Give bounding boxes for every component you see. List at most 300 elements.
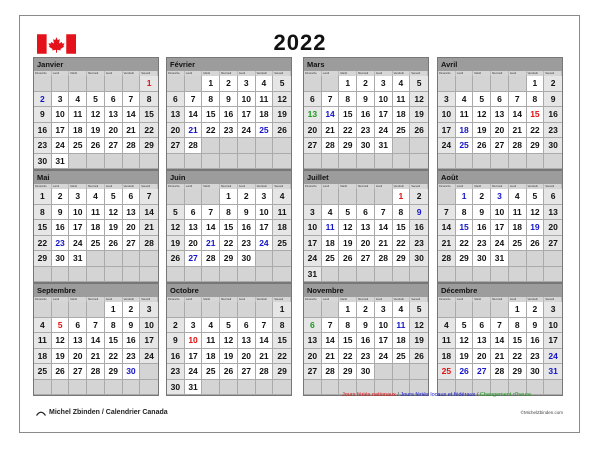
day-cell: 22 (527, 123, 545, 139)
day-cell: 4 (34, 318, 52, 334)
day-cell: 27 (105, 138, 123, 154)
day-cell: 11 (69, 107, 87, 123)
day-cell: 20 (304, 349, 322, 365)
day-cell: 30 (527, 364, 545, 380)
day-cell: 15 (105, 333, 123, 349)
weekday-label: Mardi (202, 297, 220, 302)
empty-cell (509, 154, 527, 170)
day-cell: 25 (273, 236, 291, 252)
weekday-label: Samedi (544, 297, 562, 302)
weekday-label: Mardi (202, 71, 220, 76)
empty-cell (491, 267, 509, 283)
weekday-label: Mardi (473, 297, 491, 302)
day-cell: 18 (393, 107, 411, 123)
weekday-label: Lundi (185, 71, 203, 76)
empty-cell (456, 267, 474, 283)
empty-cell (202, 154, 220, 170)
day-cell: 11 (456, 107, 474, 123)
day-cell: 10 (238, 92, 256, 108)
day-cell: 19 (167, 236, 185, 252)
weekday-label: Vendredi (393, 184, 411, 189)
day-cell: 15 (273, 333, 291, 349)
empty-cell (375, 189, 393, 205)
day-cell: 1 (456, 189, 474, 205)
day-cell: 9 (52, 205, 70, 221)
day-cell: 28 (322, 364, 340, 380)
month-9 (33, 283, 159, 396)
day-cell: 15 (339, 333, 357, 349)
empty-cell (438, 302, 456, 318)
empty-cell (202, 138, 220, 154)
month-11 (303, 283, 429, 396)
month-title: Mai (34, 171, 158, 184)
day-cell: 10 (544, 318, 562, 334)
day-cell: 15 (220, 220, 238, 236)
day-grid (304, 302, 428, 395)
day-cell: 13 (123, 205, 141, 221)
day-cell: 23 (357, 123, 375, 139)
day-cell: 15 (393, 220, 411, 236)
day-cell: 9 (357, 92, 375, 108)
weekday-label: Mercredi (220, 184, 238, 189)
weekday-label: Vendredi (123, 297, 141, 302)
month-title: Novembre (304, 284, 428, 297)
weekday-label: Mardi (473, 71, 491, 76)
weekday-label: Mercredi (357, 71, 375, 76)
day-grid (304, 76, 428, 169)
empty-cell (357, 267, 375, 283)
weekday-label: Mercredi (87, 184, 105, 189)
day-cell: 10 (52, 107, 70, 123)
day-cell: 17 (375, 107, 393, 123)
day-cell: 13 (238, 333, 256, 349)
empty-cell (273, 138, 291, 154)
day-cell: 2 (410, 189, 428, 205)
legend-dst: Changement d'heure (479, 392, 532, 398)
day-cell: 22 (273, 349, 291, 365)
day-cell: 6 (105, 92, 123, 108)
day-cell: 18 (456, 123, 474, 139)
day-cell: 24 (69, 236, 87, 252)
day-cell: 8 (140, 92, 158, 108)
weekday-label: Vendredi (123, 184, 141, 189)
day-cell: 21 (322, 349, 340, 365)
day-cell: 24 (544, 349, 562, 365)
day-cell: 14 (375, 220, 393, 236)
empty-cell (140, 251, 158, 267)
empty-cell (375, 364, 393, 380)
empty-cell (202, 189, 220, 205)
day-cell: 5 (527, 189, 545, 205)
empty-cell (410, 364, 428, 380)
day-cell: 26 (473, 138, 491, 154)
day-cell: 25 (438, 364, 456, 380)
day-cell: 13 (491, 107, 509, 123)
day-cell: 17 (375, 333, 393, 349)
day-cell: 14 (123, 107, 141, 123)
empty-cell (438, 189, 456, 205)
day-cell: 26 (87, 138, 105, 154)
canada-flag-icon (37, 34, 76, 54)
legend-national: Jours fériés nationaux (342, 392, 396, 398)
day-cell: 3 (69, 189, 87, 205)
day-cell: 13 (544, 205, 562, 221)
weekday-label: Vendredi (393, 297, 411, 302)
day-cell: 28 (375, 251, 393, 267)
day-cell: 17 (256, 220, 274, 236)
empty-cell (105, 154, 123, 170)
day-cell: 9 (527, 318, 545, 334)
weekday-label: Jeudi (509, 71, 527, 76)
day-cell: 9 (123, 318, 141, 334)
day-cell: 16 (238, 220, 256, 236)
day-cell: 29 (339, 364, 357, 380)
empty-cell (527, 251, 545, 267)
day-cell: 30 (544, 138, 562, 154)
day-cell: 7 (202, 205, 220, 221)
day-cell: 23 (123, 349, 141, 365)
empty-cell (105, 76, 123, 92)
weekday-label: Jeudi (105, 297, 123, 302)
day-cell: 3 (438, 92, 456, 108)
day-cell: 16 (357, 333, 375, 349)
day-cell: 21 (438, 236, 456, 252)
weekday-label: Dimanche (304, 297, 322, 302)
weekday-label: Dimanche (438, 71, 456, 76)
weekday-label: Mercredi (220, 71, 238, 76)
weekday-label: Dimanche (167, 71, 185, 76)
empty-cell (393, 138, 411, 154)
day-cell: 5 (87, 92, 105, 108)
empty-cell (322, 76, 340, 92)
day-cell: 6 (123, 189, 141, 205)
day-cell: 3 (185, 318, 203, 334)
day-cell: 2 (357, 302, 375, 318)
day-cell: 2 (473, 189, 491, 205)
day-cell: 2 (238, 189, 256, 205)
day-cell: 24 (256, 236, 274, 252)
day-cell: 2 (167, 318, 185, 334)
day-cell: 21 (375, 236, 393, 252)
day-cell: 22 (220, 236, 238, 252)
empty-cell (438, 154, 456, 170)
day-grid (438, 76, 562, 169)
day-cell: 15 (34, 220, 52, 236)
day-cell: 26 (220, 364, 238, 380)
empty-cell (256, 302, 274, 318)
day-cell: 29 (220, 251, 238, 267)
day-cell: 6 (167, 92, 185, 108)
day-cell: 13 (473, 333, 491, 349)
day-cell: 6 (69, 318, 87, 334)
day-cell: 6 (491, 92, 509, 108)
day-cell: 16 (527, 333, 545, 349)
day-cell: 14 (491, 333, 509, 349)
weekday-label: Jeudi (238, 71, 256, 76)
month-7 (303, 170, 429, 283)
day-cell: 11 (393, 92, 411, 108)
empty-cell (185, 76, 203, 92)
day-cell: 16 (167, 349, 185, 365)
footer-author (36, 409, 168, 416)
empty-cell (438, 76, 456, 92)
legend-separator: / (397, 392, 399, 398)
empty-cell (123, 380, 141, 396)
day-cell: 23 (34, 138, 52, 154)
weekday-label: Samedi (140, 297, 158, 302)
empty-cell (185, 302, 203, 318)
weekday-label: Mercredi (357, 184, 375, 189)
day-cell: 31 (304, 267, 322, 283)
day-cell: 18 (69, 123, 87, 139)
day-cell: 19 (473, 123, 491, 139)
day-cell: 9 (473, 205, 491, 221)
empty-cell (273, 380, 291, 396)
day-cell: 26 (527, 236, 545, 252)
empty-cell (87, 251, 105, 267)
empty-cell (339, 189, 357, 205)
day-cell: 23 (527, 349, 545, 365)
day-cell: 22 (34, 236, 52, 252)
day-cell: 22 (339, 123, 357, 139)
day-cell: 14 (322, 107, 340, 123)
weekday-label: Lundi (185, 297, 203, 302)
day-cell: 25 (34, 364, 52, 380)
day-cell: 10 (69, 205, 87, 221)
day-cell: 4 (202, 318, 220, 334)
day-cell: 2 (123, 302, 141, 318)
day-cell: 1 (339, 76, 357, 92)
empty-cell (123, 76, 141, 92)
weekday-label: Vendredi (256, 297, 274, 302)
month-title: Décembre (438, 284, 562, 297)
day-cell: 26 (167, 251, 185, 267)
day-cell: 8 (339, 318, 357, 334)
day-cell: 1 (509, 302, 527, 318)
day-cell: 19 (527, 220, 545, 236)
day-cell: 5 (105, 189, 123, 205)
day-cell: 31 (544, 364, 562, 380)
weekday-label: Dimanche (34, 184, 52, 189)
day-cell: 22 (393, 236, 411, 252)
empty-cell (69, 380, 87, 396)
day-cell: 26 (273, 123, 291, 139)
day-cell: 3 (52, 92, 70, 108)
empty-cell (527, 267, 545, 283)
month-title: Juin (167, 171, 291, 184)
weekday-label: Mercredi (491, 184, 509, 189)
day-cell: 13 (304, 107, 322, 123)
day-cell: 21 (491, 349, 509, 365)
day-cell: 6 (544, 189, 562, 205)
day-cell: 15 (202, 107, 220, 123)
day-cell: 6 (304, 92, 322, 108)
day-cell: 26 (456, 364, 474, 380)
day-cell: 3 (238, 76, 256, 92)
day-cell: 11 (202, 333, 220, 349)
day-cell: 2 (544, 76, 562, 92)
empty-cell (87, 76, 105, 92)
day-cell: 10 (256, 205, 274, 221)
day-cell: 8 (34, 205, 52, 221)
empty-cell (322, 380, 340, 396)
day-cell: 25 (256, 123, 274, 139)
empty-cell (304, 154, 322, 170)
month-title: Avril (438, 58, 562, 71)
day-cell: 28 (202, 251, 220, 267)
day-cell: 8 (220, 205, 238, 221)
day-cell: 18 (322, 236, 340, 252)
day-cell: 5 (273, 76, 291, 92)
day-cell: 22 (140, 123, 158, 139)
empty-cell (105, 267, 123, 283)
empty-cell (140, 267, 158, 283)
empty-cell (140, 364, 158, 380)
day-cell: 7 (123, 92, 141, 108)
empty-cell (273, 154, 291, 170)
day-cell: 30 (357, 364, 375, 380)
day-cell: 29 (273, 364, 291, 380)
month-title: Février (167, 58, 291, 71)
day-cell: 16 (357, 107, 375, 123)
day-cell: 29 (105, 364, 123, 380)
empty-cell (339, 267, 357, 283)
weekday-label: Dimanche (438, 184, 456, 189)
day-cell: 14 (256, 333, 274, 349)
empty-cell (304, 189, 322, 205)
day-cell: 18 (438, 349, 456, 365)
day-grid (34, 76, 158, 169)
empty-cell (87, 267, 105, 283)
day-cell: 28 (256, 364, 274, 380)
day-grid (304, 189, 428, 282)
empty-cell (69, 302, 87, 318)
empty-cell (202, 267, 220, 283)
empty-cell (357, 154, 375, 170)
day-cell: 4 (273, 189, 291, 205)
day-cell: 1 (140, 76, 158, 92)
day-cell: 10 (438, 107, 456, 123)
weekday-label: Mardi (202, 184, 220, 189)
day-cell: 3 (491, 189, 509, 205)
empty-cell (410, 154, 428, 170)
day-cell: 2 (34, 92, 52, 108)
day-cell: 24 (52, 138, 70, 154)
day-cell: 26 (339, 251, 357, 267)
day-cell: 27 (238, 364, 256, 380)
empty-cell (375, 154, 393, 170)
day-cell: 12 (273, 92, 291, 108)
weekday-label: Mardi (339, 297, 357, 302)
day-cell: 8 (273, 318, 291, 334)
day-cell: 20 (304, 123, 322, 139)
day-cell: 30 (34, 154, 52, 170)
day-cell: 21 (322, 123, 340, 139)
day-grid (167, 76, 291, 169)
empty-cell (375, 267, 393, 283)
weekday-label: Lundi (456, 184, 474, 189)
day-cell: 4 (509, 189, 527, 205)
weekday-label: Dimanche (34, 297, 52, 302)
day-cell: 27 (123, 236, 141, 252)
day-cell: 10 (140, 318, 158, 334)
day-cell: 6 (304, 318, 322, 334)
day-cell: 21 (185, 123, 203, 139)
day-cell: 3 (375, 76, 393, 92)
day-cell: 4 (438, 318, 456, 334)
day-cell: 30 (123, 364, 141, 380)
day-cell: 21 (256, 349, 274, 365)
weekday-label: Lundi (52, 297, 70, 302)
day-cell: 4 (322, 205, 340, 221)
day-cell: 4 (393, 76, 411, 92)
weekday-label: Mercredi (357, 297, 375, 302)
weekday-label: Dimanche (304, 184, 322, 189)
day-cell: 6 (238, 318, 256, 334)
footer-author-text: Michel Zbinden / Calendrier Canada (49, 409, 168, 416)
day-cell: 24 (375, 123, 393, 139)
day-cell: 24 (375, 349, 393, 365)
weekday-label: Mardi (69, 297, 87, 302)
day-cell: 9 (357, 318, 375, 334)
day-cell: 25 (202, 364, 220, 380)
day-cell: 12 (105, 205, 123, 221)
day-cell: 25 (69, 138, 87, 154)
day-cell: 23 (52, 236, 70, 252)
weekday-label: Mercredi (87, 297, 105, 302)
weekday-label: Dimanche (34, 71, 52, 76)
weekday-label: Samedi (140, 71, 158, 76)
day-cell: 10 (185, 333, 203, 349)
day-cell: 24 (438, 138, 456, 154)
empty-cell (220, 380, 238, 396)
weekday-label: Dimanche (304, 71, 322, 76)
day-cell: 18 (256, 107, 274, 123)
day-cell: 7 (438, 205, 456, 221)
day-cell: 3 (304, 205, 322, 221)
day-cell: 6 (357, 205, 375, 221)
empty-cell (185, 267, 203, 283)
day-cell: 31 (185, 380, 203, 396)
empty-cell (202, 380, 220, 396)
empty-cell (87, 154, 105, 170)
day-cell: 17 (52, 123, 70, 139)
day-cell: 29 (527, 138, 545, 154)
day-cell: 27 (491, 138, 509, 154)
weekday-label: Mercredi (491, 71, 509, 76)
empty-cell (304, 302, 322, 318)
weekday-label: Samedi (140, 184, 158, 189)
day-cell: 16 (544, 107, 562, 123)
empty-cell (473, 154, 491, 170)
empty-cell (456, 302, 474, 318)
day-cell: 7 (140, 189, 158, 205)
weekday-label: Dimanche (167, 184, 185, 189)
empty-cell (220, 267, 238, 283)
weekday-label: Mardi (339, 184, 357, 189)
weekday-label: Samedi (273, 71, 291, 76)
empty-cell (167, 76, 185, 92)
day-cell: 11 (322, 220, 340, 236)
day-cell: 19 (339, 236, 357, 252)
day-cell: 28 (438, 251, 456, 267)
day-cell: 26 (410, 123, 428, 139)
day-cell: 5 (473, 92, 491, 108)
day-cell: 8 (456, 205, 474, 221)
empty-cell (69, 76, 87, 92)
day-cell: 14 (438, 220, 456, 236)
day-cell: 28 (87, 364, 105, 380)
